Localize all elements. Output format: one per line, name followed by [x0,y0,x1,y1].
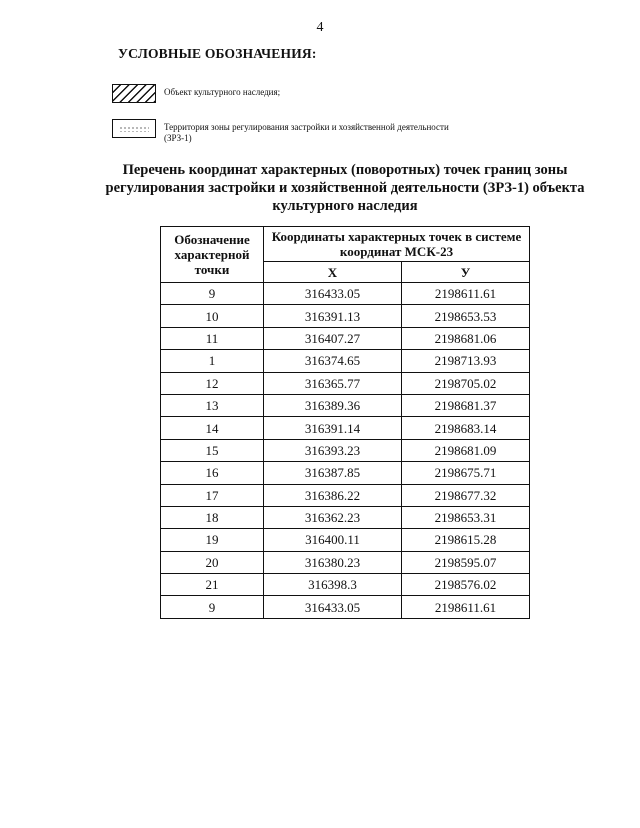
point-cell: 17 [161,484,264,506]
header-point: Обозначение характерной точки [161,227,264,283]
y-cell: 2198677.32 [402,484,530,506]
header-x: Х [264,262,402,283]
point-cell: 16 [161,462,264,484]
hatched-rectangle-icon [112,84,156,103]
y-cell: 2198681.06 [402,327,530,349]
x-cell: 316374.65 [264,350,402,372]
legend-heading: УСЛОВНЫЕ ОБОЗНАЧЕНИЯ: [118,46,317,61]
x-cell: 316380.23 [264,551,402,573]
table-row [161,283,530,305]
y-cell: 2198675.71 [402,462,530,484]
table-row [161,417,530,439]
x-cell: 316398.3 [264,574,402,596]
point-cell: 9 [161,283,264,305]
table-row [161,462,530,484]
y-cell: 2198595.07 [402,551,530,573]
x-cell: 316433.05 [264,596,402,618]
point-cell: 20 [161,551,264,573]
point-cell: 14 [161,417,264,439]
x-cell: 316393.23 [264,439,402,461]
y-cell: 2198705.02 [402,372,530,394]
zone-boundary-rectangle-icon [112,119,156,138]
y-cell: 2198683.14 [402,417,530,439]
coordinates-list-title: Перечень координат характерных (поворотных) точек границ зоны регулирования застройки и хозяйственной деятельности (ЗРЗ-1) объекта культурного наследия [105,162,585,214]
table-row [161,506,530,528]
table-row [161,439,530,461]
point-cell: 19 [161,529,264,551]
y-cell: 2198681.09 [402,439,530,461]
point-cell: 15 [161,439,264,461]
x-cell: 316362.23 [264,506,402,528]
y-cell: 2198653.31 [402,506,530,528]
table-row [161,305,530,327]
table-row [161,574,530,596]
header-coordinates: Координаты характерных точек в системе координат МСК-23 [264,227,530,262]
x-cell: 316433.05 [264,283,402,305]
table-row [161,394,530,416]
table-row [161,551,530,573]
table-row [161,372,530,394]
point-cell: 12 [161,372,264,394]
header-y: У [402,262,530,283]
point-cell: 11 [161,327,264,349]
x-cell: 316389.36 [264,394,402,416]
y-cell: 2198653.53 [402,305,530,327]
page-number: 4 [316,20,324,35]
point-cell: 18 [161,506,264,528]
x-cell: 316365.77 [264,372,402,394]
point-cell: 21 [161,574,264,596]
legend-item-label: Территория зоны регулирования застройки и хозяйственной деятельности (ЗРЗ-1) [164,122,449,143]
x-cell: 316391.14 [264,417,402,439]
point-cell: 9 [161,596,264,618]
table-row [161,350,530,372]
y-cell: 2198615.28 [402,529,530,551]
y-cell: 2198611.61 [402,596,530,618]
y-cell: 2198611.61 [402,283,530,305]
point-cell: 10 [161,305,264,327]
x-cell: 316386.22 [264,484,402,506]
table-row [161,484,530,506]
legend-item-cultural-heritage [112,84,464,103]
y-cell: 2198681.37 [402,394,530,416]
table-row [161,327,530,349]
point-cell: 13 [161,394,264,416]
y-cell: 2198576.02 [402,574,530,596]
x-cell: 316400.11 [264,529,402,551]
x-cell: 316407.27 [264,327,402,349]
x-cell: 316387.85 [264,462,402,484]
point-cell: 1 [161,350,264,372]
legend-item-zone-territory [112,119,464,144]
x-cell: 316391.13 [264,305,402,327]
table-row [161,529,530,551]
table-row [161,596,530,618]
legend-item-label: Объект культурного наследия; [164,87,281,97]
y-cell: 2198713.93 [402,350,530,372]
coordinates-table [160,226,530,619]
